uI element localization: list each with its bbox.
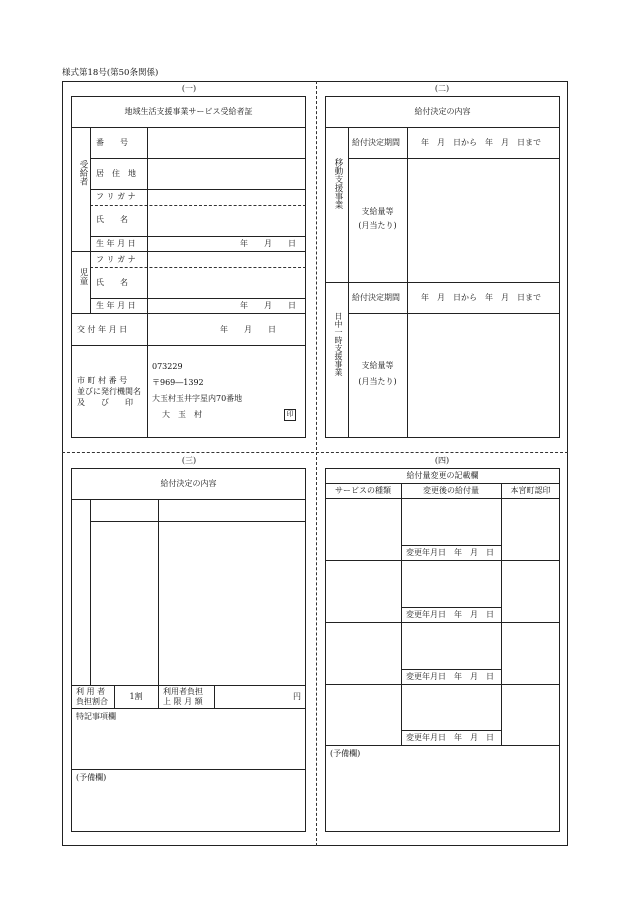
change-date-1: 変更年月日 年 月 日 (406, 548, 494, 557)
reserve-label-4: (予備欄) (330, 749, 361, 758)
period-label-2: 給付決定期間 (352, 293, 400, 302)
address-label: 居 住 地 (96, 169, 136, 178)
birth-label: 生 年 月 日 (96, 239, 136, 248)
amount-sub-2: (月当たり) (358, 377, 397, 386)
issuer-name: 大 玉 村 (162, 410, 202, 419)
period-value-1: 年 月 日から 年 月 日まで (421, 138, 541, 147)
horizontal-separator (62, 452, 568, 453)
child-birth-label: 生 年 月 日 (96, 301, 136, 310)
col-service-type: サービスの種類 (335, 486, 391, 495)
postal-code: 〒969―1392 (152, 378, 204, 387)
burden-ratio-label-1: 利 用 者 (76, 687, 106, 696)
furigana-label: フ リ ガ ナ (96, 192, 136, 201)
child-name-label: 氏 名 (96, 278, 128, 287)
mobility-support-label: 移動支援事業 (333, 158, 343, 209)
birth-date: 年 月 日 (240, 239, 296, 248)
change-date-2: 変更年月日 年 月 日 (406, 610, 494, 619)
section-label-2: (二) (434, 84, 450, 93)
period-label-1: 給付決定期間 (352, 138, 400, 147)
number-label: 番 号 (96, 138, 128, 147)
section-label-4: (四) (434, 456, 450, 465)
issuer-address: 大玉村玉井字星内70番地 (152, 394, 243, 403)
issuer-label-1: 市 町 村 番 号 (77, 376, 128, 385)
change-record-frame (325, 468, 560, 832)
amount-label-1: 支給量等 (361, 207, 394, 216)
burden-ratio-value: 1割 (129, 692, 143, 701)
seal-mark: 印 (284, 409, 296, 421)
section-label-1: (一) (181, 84, 197, 93)
daytime-support-label: 日中一時支援事業 (334, 312, 343, 376)
change-record-title: 給付量変更の記載欄 (406, 471, 479, 480)
child-label: 児童 (78, 268, 88, 285)
amount-sub-1: (月当たり) (358, 221, 397, 230)
child-birth-date: 年 月 日 (240, 301, 296, 310)
issue-date: 年 月 日 (220, 325, 276, 334)
decision-detail-frame (71, 468, 306, 832)
amount-label-2: 支給量等 (361, 361, 394, 370)
issue-label: 交 付 年 月 日 (77, 325, 128, 334)
child-furigana-label: フ リ ガ ナ (96, 255, 136, 264)
burden-limit-label-1: 利用者負担 (163, 687, 203, 696)
col-approval-seal: 本宮町認印 (510, 486, 551, 495)
period-value-2: 年 月 日から 年 月 日まで (421, 293, 541, 302)
decision-detail-title: 給付決定の内容 (160, 479, 217, 488)
decision-frame (325, 96, 560, 438)
change-date-3: 変更年月日 年 月 日 (406, 672, 494, 681)
burden-limit-label-2: 上 限 月 額 (163, 697, 203, 706)
reserve-label-3: (予備欄) (76, 773, 107, 782)
burden-ratio-label-2: 負担割合 (76, 697, 108, 706)
issuer-label-2: 並びに発行機関名 (77, 387, 141, 396)
issuer-label-3: 及 び 印 (77, 398, 133, 407)
decision-title: 給付決定の内容 (414, 107, 471, 116)
recipient-label: 受給者 (78, 160, 88, 186)
form-number: 様式第18号(第50条関係) (62, 68, 159, 78)
col-changed-amount: 変更後の給付量 (423, 486, 479, 495)
certificate-title: 地域生活支援事業サービス受給者証 (124, 107, 253, 116)
name-label: 氏 名 (96, 215, 128, 224)
section-label-3: (三) (181, 456, 197, 465)
change-date-4: 変更年月日 年 月 日 (406, 733, 494, 742)
municipality-code: 073229 (152, 362, 183, 371)
remarks-label: 特記事項欄 (76, 712, 116, 721)
yen-unit: 円 (293, 692, 301, 701)
